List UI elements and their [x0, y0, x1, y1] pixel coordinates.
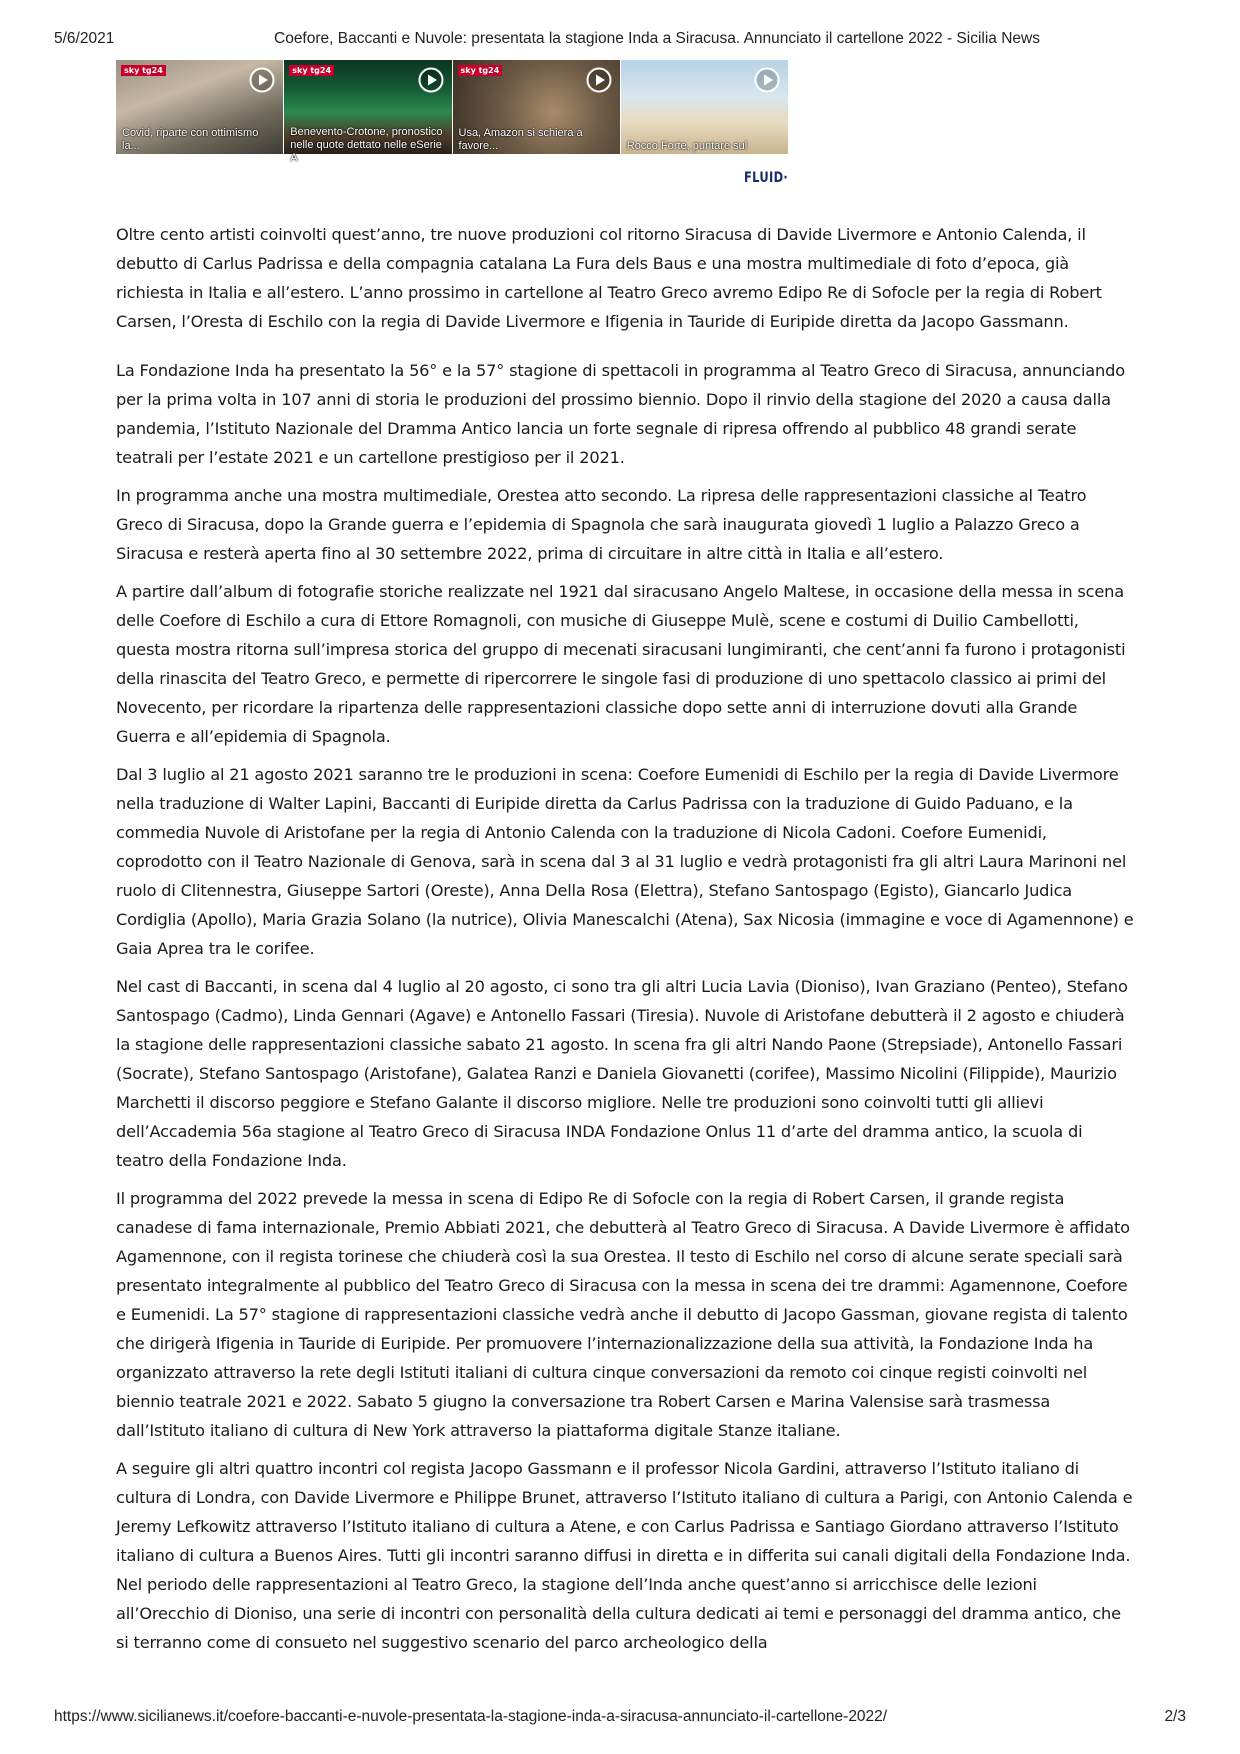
video-caption[interactable]: Benevento-Crotone, pronostico nelle quote dettato nelle eSerie A	[290, 126, 443, 164]
print-footer	[54, 1708, 1186, 1730]
article-body	[116, 220, 1134, 1666]
play-icon[interactable]	[249, 67, 275, 93]
article-paragraph: Nel cast di Baccanti, in scena dal 4 luglio al 20 agosto, ci sono tra gli altri Lucia Lavia (Dioniso), Ivan Graziano (Penteo), Stefano Santospago (Cadmo), Linda Gennari (Agave) e Antonello Fassari (Tiresia). Nuvole di Aristofane debutterà il 2 agosto e chiuderà la stagione delle rappresentazioni classiche sabato 21 agosto. In scena fra gli altri Nando Paone (Strepsiade), Antonello Fassari (Socrate), Stefano Santospago (Aristofane), Galatea Ranzi e Daniela Giovanetti (corifee), Massimo Nicolini (Filippide), Maurizio Marchetti il discorso peggiore e Stefano Galante il discorso migliore. Nelle tre produzioni sono coinvolti tutti gli allievi dell’Accademia 56a stagione al Teatro Greco di Siracusa INDA Fondazione Onlus 11 d’arte del dramma antico, la scuola di teatro della Fondazione Inda.	[116, 977, 1128, 1170]
print-page-title: Coefore, Baccanti e Nuvole: presentata la stagione Inda a Siracusa. Annunciato il cartellone 2022 - Sicilia News	[274, 30, 1040, 47]
video-caption[interactable]: Rocco Forte, puntare sul	[626, 140, 748, 152]
video-thumbnail[interactable]	[621, 60, 788, 154]
sky-tg24-logo: sky tg24	[458, 65, 503, 76]
video-caption[interactable]: Usa, Amazon si schiera a favore...	[458, 127, 583, 152]
play-icon[interactable]	[586, 67, 612, 93]
article-paragraph: Dal 3 luglio al 21 agosto 2021 saranno tre le produzioni in scena: Coefore Eumenidi di Eschilo per la regia di Davide Livermore nella traduzione di Walter Lapini, Baccanti di Euripide diretta da Carlus Padrissa con la traduzione di Guido Paduano, e la commedia Nuvole di Aristofane per la regia di Antonio Calenda con la traduzione di Nicola Cadoni. Coefore Eumenidi, coprodotto con il Teatro Nazionale di Genova, sarà in scena dal 3 al 31 luglio e vedrà protagonisti fra gli altri Laura Marinoni nel ruolo di Clitennestra, Giuseppe Sartori (Oreste), Anna Della Rosa (Elettra), Stefano Santospago (Egisto), Giancarlo Judica Cordiglia (Apollo), Maria Grazia Solano (la nutrice), Olivia Manescalchi (Atena), Sax Nicosia (immagine e voce di Agamennone) e Gaia Aprea tra le corifee.	[116, 765, 1134, 958]
article-paragraph: In programma anche una mostra multimediale, Orestea atto secondo. La ripresa delle rappresentazioni classiche al Teatro Greco di Siracusa, dopo la Grande guerra e l’epidemia di Spagnola che sarà inaugurata giovedì 1 luglio a Palazzo Greco a Siracusa e resterà aperta fino al 30 settembre 2022, prima di circuitare in altre città in Italia e all’estero.	[116, 486, 1087, 563]
article-lead-paragraph: Oltre cento artisti coinvolti quest’anno, tre nuove produzioni col ritorno Siracusa di Davide Livermore e Antonio Calenda, il debutto di Carlus Padrissa e della compagnia catalana La Fura dels Baus e una mostra multimediale di foto d’epoca, già richiesta in Italia e all’estero. L’anno prossimo in cartellone al Teatro Greco avremo Edipo Re di Sofocle per la regia di Robert Carsen, l’Oresta di Eschilo con la regia di Davide Livermore e Ifigenia in Tauride di Euripide diretta da Jacopo Gassmann.	[116, 225, 1102, 331]
video-caption[interactable]: Covid, riparte con ottimismo la...	[122, 127, 259, 152]
page-indicator: 2/3	[1164, 1708, 1186, 1725]
sky-tg24-logo: sky tg24	[121, 65, 166, 76]
play-icon[interactable]	[418, 67, 444, 93]
article-paragraph: A seguire gli altri quattro incontri col regista Jacopo Gassmann e il professor Nicola Gardini, attraverso l’Istituto italiano di cultura di Londra, con Davide Livermore e Philippe Brunet, attraverso l’Istituto italiano di cultura a Parigi, con Antonio Calenda e Jeremy Lefkowitz attraverso l’Istituto italiano di cultura a Atene, e con Carlus Padrissa e Santiago Giordano attraverso l’Istituto italiano di cultura a Buenos Aires. Tutti gli incontri saranno diffusi in diretta e in differita sui canali digitali della Fondazione Inda. Nel periodo delle rappresentazioni al Teatro Greco, la stagione dell’Inda anche quest’anno si arricchisce delle lezioni all’Orecchio di Dioniso, una serie di incontri con personalità della cultura dedicati ai temi e personaggi del dramma antico, che si terranno come di consueto nel suggestivo scenario del parco archeologico della	[116, 1459, 1133, 1652]
page-url: https://www.sicilianews.it/coefore-baccanti-e-nuvole-presentata-la-stagione-inda-a-siracusa-annunciato-il-cartellone-2022/	[54, 1708, 888, 1725]
play-icon[interactable]	[754, 67, 780, 93]
video-thumbnail[interactable]	[453, 60, 621, 154]
article-paragraph: La Fondazione Inda ha presentato la 56° e la 57° stagione di spettacoli in programma al Teatro Greco di Siracusa, annunciando per la prima volta in 107 anni di storia le produzioni del prossimo biennio. Dopo il rinvio della stagione del 2020 a causa dalla pandemia, l’Istituto Nazionale del Dramma Antico lancia un forte segnale di ripresa offrendo al pubblico 48 grandi serate teatrali per l’estate 2021 e un cartellone prestigioso per il 2021.	[116, 361, 1125, 467]
video-carousel	[116, 60, 788, 164]
video-thumbnail[interactable]	[116, 60, 284, 154]
article-paragraph: Il programma del 2022 prevede la messa in scena di Edipo Re di Sofocle con la regia di Robert Carsen, il grande regista canadese di fama internazionale, Premio Abbiati 2021, che debutterà al Teatro Greco di Siracusa. A Davide Livermore è affidato Agamennone, con il regista torinese che chiuderà così la sua Orestea. Il testo di Eschilo nel corso di alcune serate speciali sarà presentato integralmente al pubblico del Teatro Greco di Siracusa con la messa in scena dei tre drammi: Agamennone, Coefore e Eumenidi. La 57° stagione di rappresentazioni classiche vedrà anche il debutto di Jacopo Gassman, giovane regista di talento che dirigerà Ifigenia in Tauride di Euripide. Per promuovere l’internazionalizzazione della sua attività, la Fondazione Inda ha organizzato attraverso la rete degli Istituti italiani di cultura cinque conversazioni da remoto coi cinque registi coinvolti nel biennio teatrale 2021 e 2022. Sabato 5 giugno la conversazione tra Robert Carsen e Marina Valensise sarà trasmessa dall’Istituto italiano di cultura di New York attraverso la piattaforma digitale Stanze italiane.	[116, 1189, 1130, 1440]
print-header	[54, 30, 1186, 52]
article-paragraph: A partire dall’album di fotografie storiche realizzate nel 1921 dal siracusano Angelo Maltese, in occasione della messa in scena delle Coefore di Eschilo a cura di Ettore Romagnoli, con musiche di Giuseppe Mulè, scene e costumi di Duilio Cambellotti, questa mostra ritorna sull’impresa storica del gruppo di mecenati siracusani lungimiranti, che cent’anni fa furono i protagonisti della rinascita del Teatro Greco, e permette di ripercorrere le singole fasi di produzione di uno spettacolo classico ai primi del Novecento, per ricordare la ripartenza delle rappresentazioni classiche dopo sette anni di interruzione dovuti alla Grande Guerra e all’epidemia di Spagnola.	[116, 582, 1126, 746]
video-thumbnail[interactable]	[284, 60, 452, 164]
fluid-ad-logo[interactable]: FLUID·	[744, 168, 789, 186]
sky-tg24-logo: sky tg24	[289, 65, 334, 76]
print-date: 5/6/2021	[54, 30, 115, 47]
